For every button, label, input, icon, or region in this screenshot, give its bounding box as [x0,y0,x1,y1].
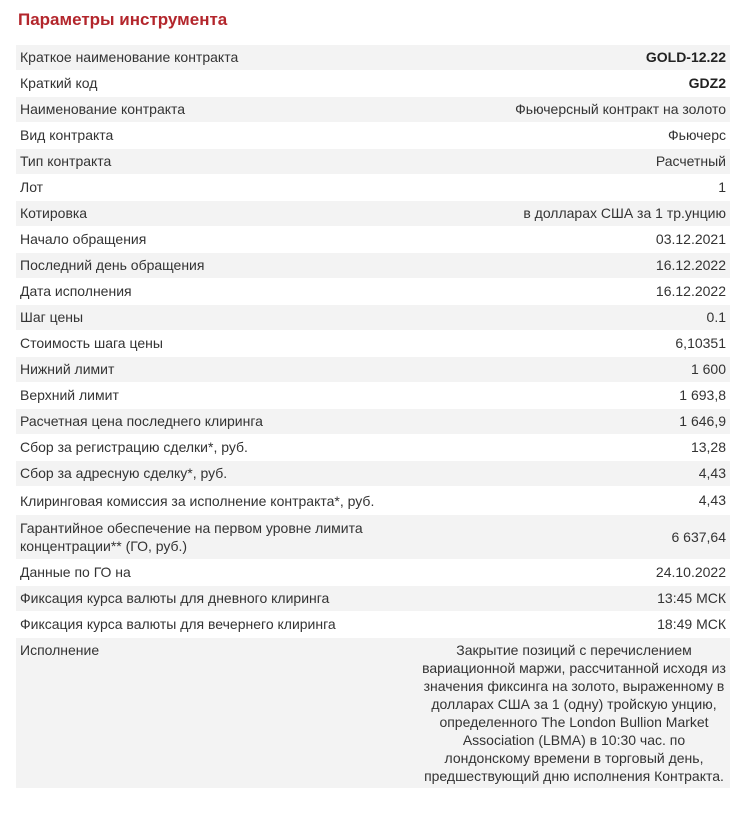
row-initial-margin [16,515,730,560]
row-label: Наименование контракта [16,97,386,123]
row-value: Фьючерсный контракт на золото [386,97,730,123]
row-value: 0.1 [386,305,730,331]
row-value: 1 646,9 [386,409,730,435]
row-value: Закрытие позиций с перечислением вариационной маржи, рассчитанной исходя из значения фиксинга на золото, выраженному в долларах США за 1 (одну) тройскую унцию, определенного The London Bullion Market Association (LBMA) в 10:30 час. по лондонскому времени в торговый день, предшествующий дню исполнения Контракта. [386,638,730,789]
row-last-trading-day [16,253,730,279]
row-label: Сбор за адресную сделку*, руб. [16,461,386,487]
row-label: Начало обращения [16,227,386,253]
row-label: Фиксация курса валюты для вечернего клиринга [16,612,386,638]
row-value: 1 693,8 [386,383,730,409]
row-label: Сбор за регистрацию сделки*, руб. [16,435,386,461]
row-label: Исполнение [16,638,386,789]
row-contract-type [16,149,730,175]
row-label: Клиринговая комиссия за исполнение контракта*, руб. [16,487,386,515]
row-quotation [16,201,730,227]
row-label: Стоимость шага цены [16,331,386,357]
row-settlement-price [16,409,730,435]
row-short-code [16,71,730,97]
row-value: 4,43 [386,487,730,515]
row-value: 1 [386,175,730,201]
row-label: Фиксация курса валюты для дневного клиринга [16,586,386,612]
row-value: 1 600 [386,357,730,383]
row-lot [16,175,730,201]
row-short-name [16,45,730,71]
row-label: Шаг цены [16,305,386,331]
row-label: Дата исполнения [16,279,386,305]
row-label: Гарантийное обеспечение на первом уровне лимита концентрации** (ГО, руб.) [16,515,386,560]
row-value: 16.12.2022 [386,279,730,305]
row-label: Вид контракта [16,123,386,149]
row-value: Расчетный [386,149,730,175]
row-value: GOLD-12.22 [386,45,730,71]
row-contract-name [16,97,730,123]
parameters-table [16,45,730,789]
row-value: 6 637,64 [386,515,730,560]
row-value: 16.12.2022 [386,253,730,279]
row-label: Краткий код [16,71,386,97]
row-registration-fee [16,435,730,461]
row-label: Расчетная цена последнего клиринга [16,409,386,435]
row-label: Последний день обращения [16,253,386,279]
row-price-step [16,305,730,331]
row-label: Верхний лимит [16,383,386,409]
row-contract-kind [16,123,730,149]
row-value: 6,10351 [386,331,730,357]
row-label: Котировка [16,201,386,227]
row-price-step-value [16,331,730,357]
row-label: Нижний лимит [16,357,386,383]
row-value: 13,28 [386,435,730,461]
row-address-deal-fee [16,461,730,487]
row-value: в долларах США за 1 тр.унцию [386,201,730,227]
row-execution-date [16,279,730,305]
row-clearing-fee [16,487,730,515]
row-label: Лот [16,175,386,201]
section-title: Параметры инструмента [18,10,228,29]
row-value: 13:45 МСК [386,586,730,612]
row-execution [16,638,730,789]
row-value: 4,43 [386,461,730,487]
row-label: Краткое наименование контракта [16,45,386,71]
row-value: 24.10.2022 [386,560,730,586]
row-value: Фьючерс [386,123,730,149]
row-value: 18:49 МСК [386,612,730,638]
row-margin-date [16,560,730,586]
row-trading-start [16,227,730,253]
row-value: 03.12.2021 [386,227,730,253]
row-day-clearing-fx [16,586,730,612]
row-value: GDZ2 [386,71,730,97]
row-label: Тип контракта [16,149,386,175]
row-label: Данные по ГО на [16,560,386,586]
row-lower-limit [16,357,730,383]
row-evening-clearing-fx [16,612,730,638]
row-upper-limit [16,383,730,409]
